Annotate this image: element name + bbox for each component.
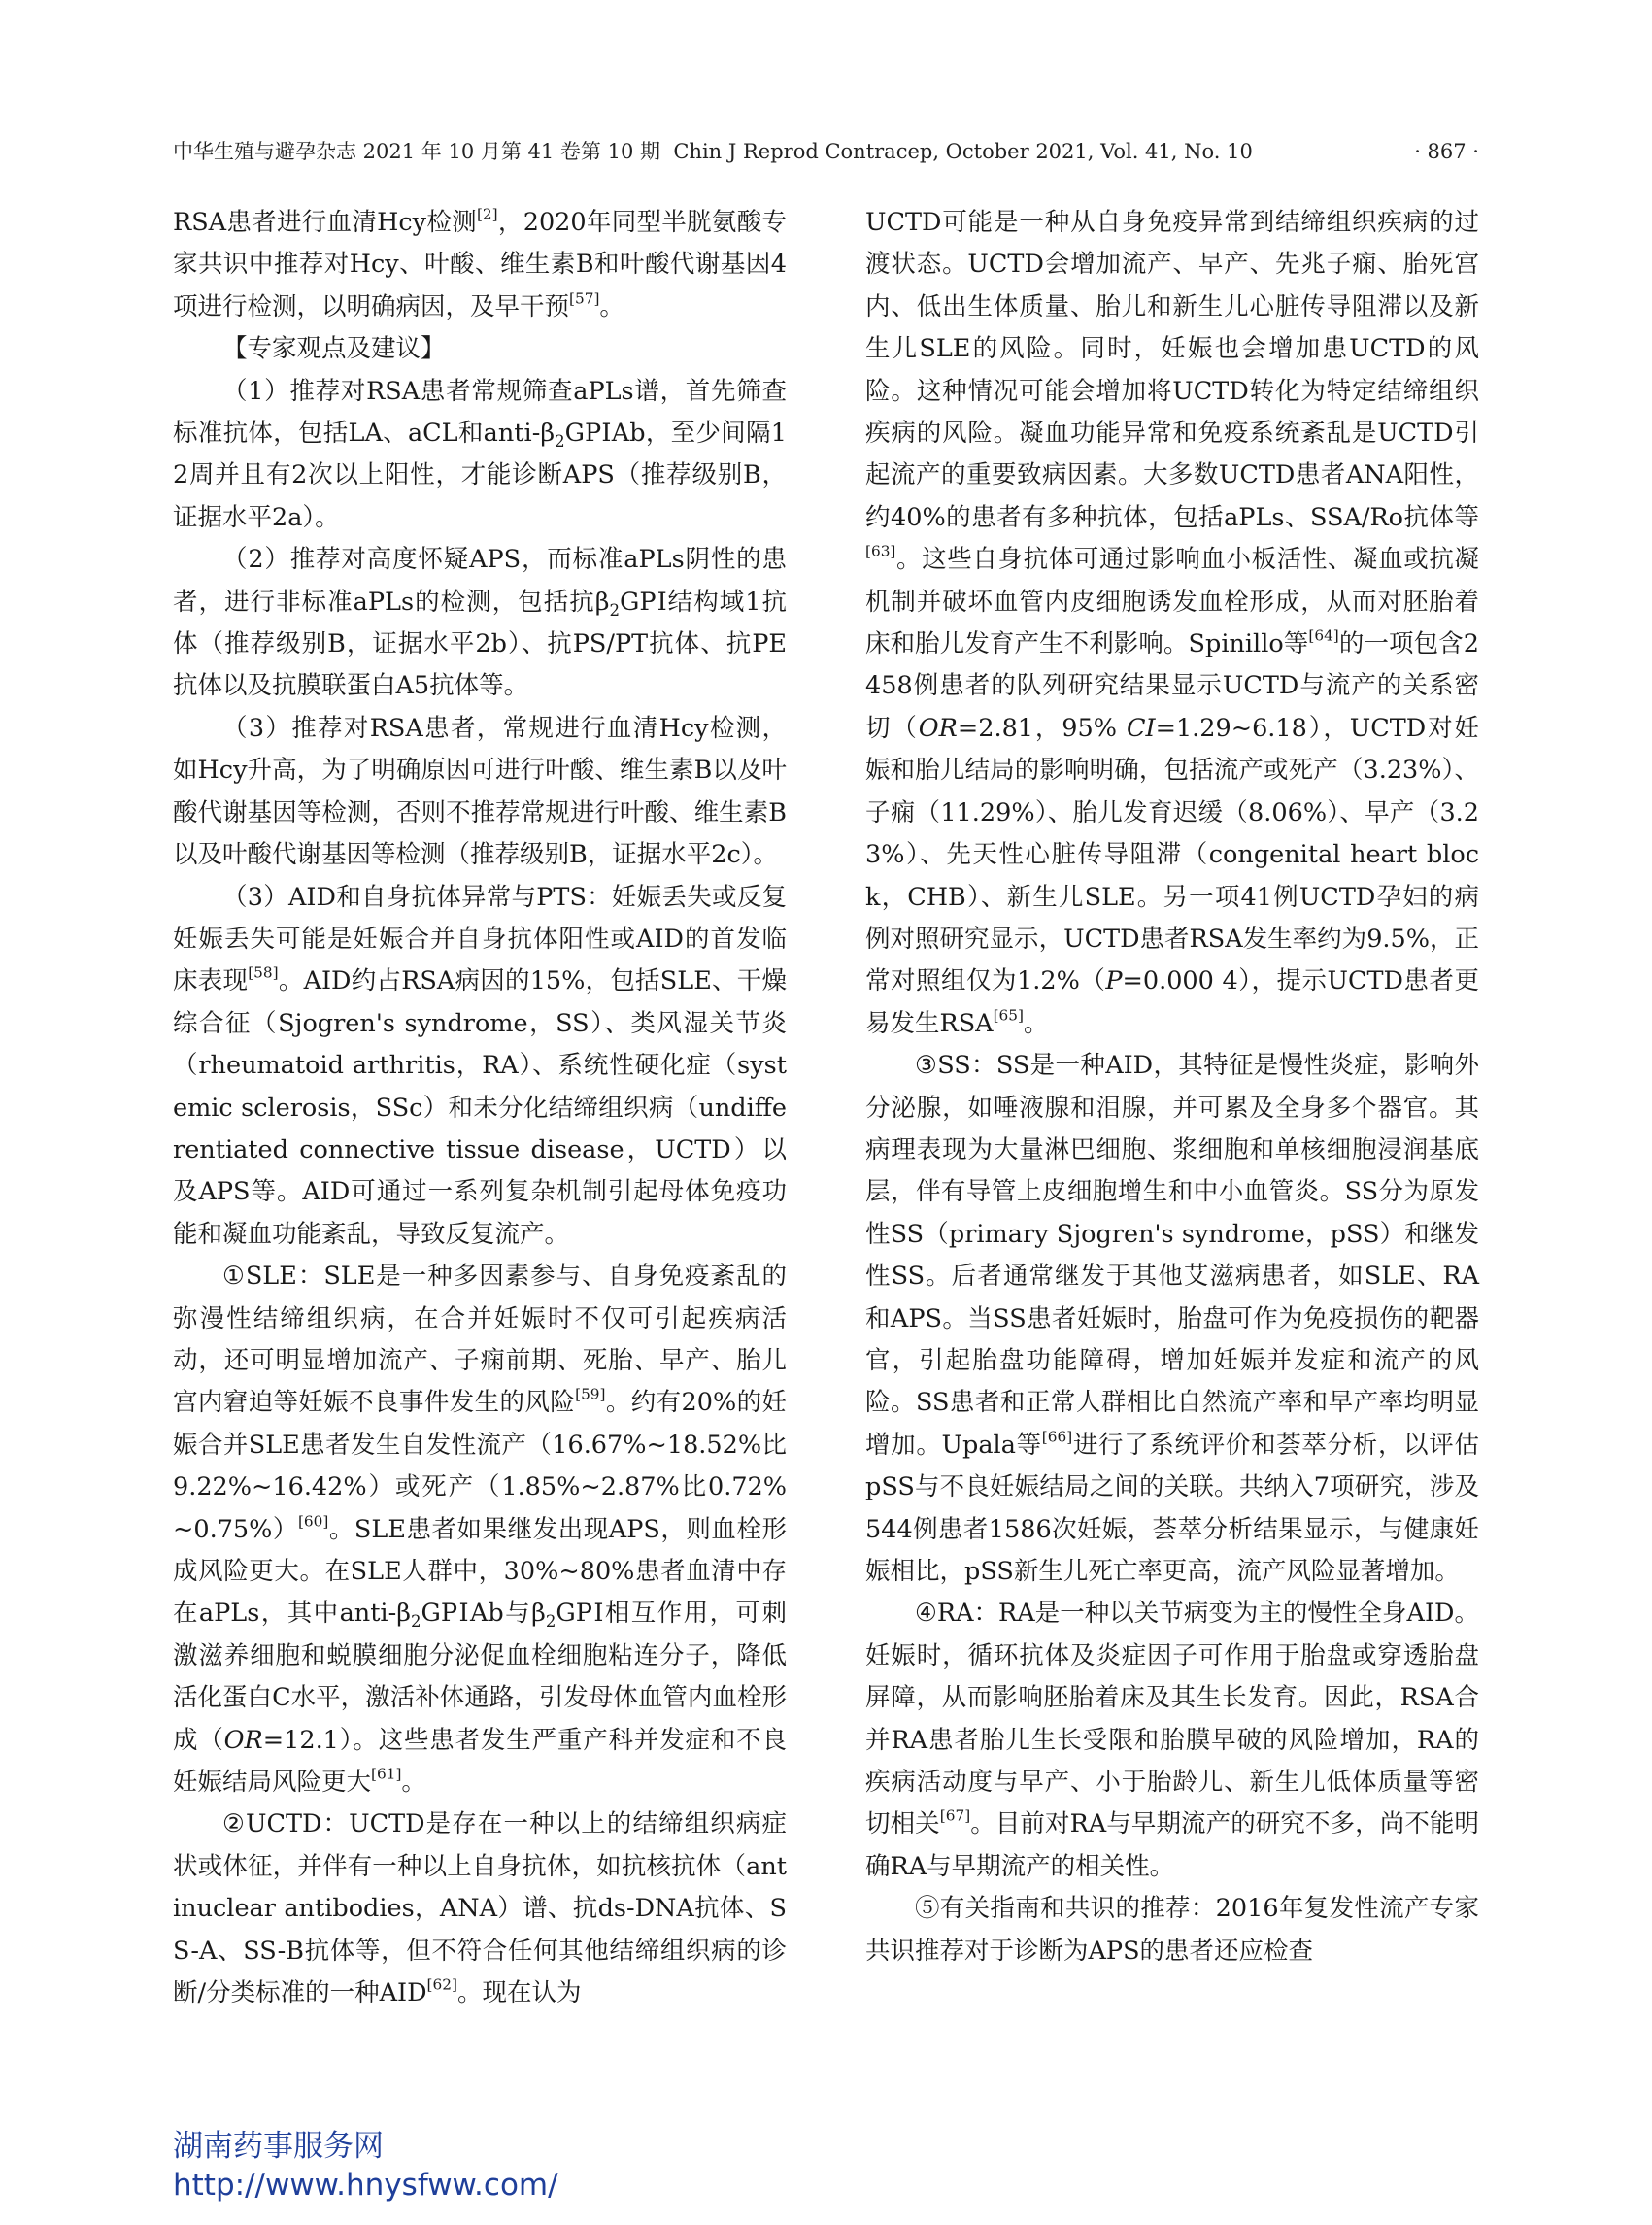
text-run: RSA患者进行血清Hcy检测 [173,208,477,237]
left-column [173,202,787,2014]
citation-ref: [65] [993,1006,1024,1025]
text-run: GPⅠAb与β [421,1599,546,1629]
citation-ref: [63] [865,542,896,560]
watermark-site-name: 湖南药事服务网 [173,2129,384,2164]
paragraph [173,1804,787,2014]
citation-ref: [64] [1308,626,1339,645]
paragraph [173,202,787,328]
text-run: 的一项包含2458例患者的队列研究结果显示UCTD与流产的关系密切（ [865,629,1479,743]
subscript: 2 [410,1612,421,1632]
citation-ref: [2] [476,205,498,223]
text-run: ⑤有关指南和共识的推荐：2016年复发性流产专家共识推荐对于诊断为APS的患者还应检查 [865,1894,1479,1966]
citation-ref: [66] [1041,1428,1073,1446]
journal-title-cn: 中华生殖与避孕杂志 2021 年 10 月第 41 卷第 10 期 [173,140,661,163]
stat-symbol: OR [918,713,958,743]
text-run: ③SS：SS是一种AID，其特征是慢性炎症，影响外分泌腺，如唾液腺和泪腺，并可累及全身多个器官。其病理表现为大量淋巴细胞、浆细胞和单核细胞浸润基底层，伴有导管上皮细胞增生和中小血管炎。SS分为原发性SS（primary Sjogren's syndrome，pSS）和继发性SS。后者通常继发于其他艾滋病患者，如SLE、RA和APS。当SS患者妊娠时，胎盘可作为免疫损伤的靶器官，引起胎盘功能障碍，增加妊娠并发症和流产的风险。SS患者和正常人群相比自然流产率和早产率均明显增加。Upala等 [865,1051,1479,1460]
paragraph [865,1593,1479,1888]
text-run: 。 [401,1768,426,1798]
text-run: 。AID约占RSA病因的15%，包括SLE、干燥综合征（Sjogren's syndrome，SS）、类风湿关节炎（rheumatoid arthritis，RA）、系统性硬化症（systemic sclerosis，SSc）和未分化结缔组织病（undifferentiated connective tissue disease，UCTD）以及APS等。AID可通过一系列复杂机制引起母体免疫功能和凝血功能紊乱，导致反复流产。 [173,966,787,1249]
citation-ref: [67] [939,1806,971,1825]
text-run: UCTD可能是一种从自身免疫异常到结缔组织疾病的过渡状态。UCTD会增加流产、早产、先兆子痫、胎死宫内、低出生体质量、胎儿和新生儿心脏传导阻滞以及新生儿SLE的风险。同时，妊娠也会增加患UCTD的风险。这种情况可能会增加将UCTD转化为特定结缔组织疾病的风险。凝血功能异常和免疫系统紊乱是UCTD引起流产的重要致病因素。大多数UCTD患者ANA阳性，约40%的患者有多种抗体，包括aPLs、SSA/Ro抗体等 [865,208,1479,532]
journal-citation [173,134,1253,169]
section-heading [173,328,787,370]
paragraph [173,877,787,1257]
text-run: =12.1）。这些患者发生严重产科并发症和不良妊娠结局风险更大 [173,1725,787,1798]
text-run: 。 [599,291,624,321]
watermark [173,2127,558,2205]
subscript: 2 [555,432,565,452]
text-run: 【专家观点及建议】 [222,334,446,364]
watermark-url[interactable]: http://www.hnysfww.com/ [173,2168,558,2203]
paragraph [865,202,1479,1045]
text-run: （1）推荐对RSA患者常规筛查aPLs谱，首先筛查标准抗体，包括LA、aCL和anti-β [173,376,787,449]
paragraph [865,1888,1479,1972]
text-run: ②UCTD：UCTD是存在一种以上的结缔组织病症状或体征，并伴有一种以上自身抗体，如抗核抗体（antinuclear antibodies，ANA）谱、抗ds-DNA抗体、SS-A、SS-B抗体等，但不符合任何其他结缔组织病的诊断/分类标准的一种AID [173,1809,787,2008]
text-run: ①SLE：SLE是一种多因素参与、自身免疫紊乱的弥漫性结缔组织病，在合并妊娠时不仅可引起疾病活动，还可明显增加流产、子痫前期、死胎、早产、胎儿宫内窘迫等妊娠不良事件发生的风险 [173,1262,787,1418]
paragraph [173,1256,787,1804]
text-run: 。SLE患者如果继发出现APS，则血栓形成风险更大。在SLE人群中，30%~80%患者血清中存在aPLs，其中anti-β [173,1514,788,1629]
text-run: ④RA：RA是一种以关节病变为主的慢性全身AID。妊娠时，循环抗体及炎症因子可作用于胎盘或穿透胎盘屏障，从而影响胚胎着床及其生长发育。因此，RSA合并RA患者胎儿生长受限和胎膜早破的风险增加，RA的疾病活动度与早产、小于胎龄儿、新生儿低体质量等密切相关 [865,1599,1479,1839]
citation-ref: [60] [297,1512,329,1531]
text-run: 。现在认为 [456,1978,582,2008]
text-run: （2）推荐对高度怀疑APS，而标准aPLs阴性的患者，进行非标准aPLs的检测，包括抗β [173,545,787,617]
text-run: （3）推荐对RSA患者，常规进行血清Hcy检测，如Hcy升高，为了明确原因可进行叶酸、维生素B以及叶酸代谢基因等检测，否则不推荐常规进行叶酸、维生素B以及叶酸代谢基因等检测（推荐级别B，证据水平2c）。 [173,713,787,870]
citation-ref: [61] [371,1765,402,1783]
text-run: GPⅠ结构域1抗体（推荐级别B，证据水平2b）、抗PS/PT抗体、抗PE抗体以及抗膜联蛋白A5抗体等。 [173,587,787,701]
stat-symbol: CI [1126,713,1156,743]
text-run: 。约有20%的妊娠合并SLE患者发生自发性流产（16.67%~18.52%比9.22%~16.42%）或死产（1.85%~2.87%比0.72%~0.75%） [173,1388,787,1544]
subscript: 2 [609,600,621,620]
text-run: =0.000 4），提示UCTD患者更易发生RSA [865,966,1479,1038]
citation-ref: [62] [426,1975,457,1994]
citation-ref: [58] [248,963,279,982]
stat-symbol: OR [223,1725,263,1755]
right-column [865,202,1479,1972]
paragraph [173,371,787,540]
stat-symbol: P [1105,966,1123,996]
text-run: 进行了系统评价和荟萃分析，以评估pSS与不良妊娠结局之间的关联。共纳入7项研究，涉及544例患者1586次妊娠，荟萃分析结果显示，与健康妊娠相比，pSS新生儿死亡率更高，流产风险显著增加。 [865,1430,1479,1586]
text-run: 。目前对RA与早期流产的研究不多，尚不能明确RA与早期流产的相关性。 [865,1809,1479,1881]
citation-ref: [57] [569,289,600,308]
page-number: · 867 · [1414,140,1479,163]
paragraph [173,539,787,708]
text-run: 。这些自身抗体可通过影响血小板活性、凝血或抗凝机制并破坏血管内皮细胞诱发血栓形成，从而对胚胎着床和胎儿发育产生不利影响。Spinillo等 [865,545,1479,659]
citation-ref: [59] [575,1385,606,1403]
text-run: GPⅠAb，至少间隔12周并且有2次以上阳性，才能诊断APS（推荐级别B，证据水平2a）。 [173,419,787,532]
text-run: GPⅠ相互作用，可刺激滋养细胞和蜕膜细胞分泌促血栓细胞粘连分子，降低活化蛋白C水平，激活补体通路，引发母体血管内血栓形成（ [173,1599,787,1755]
text-run: =2.81，95% [957,713,1117,743]
running-header [173,134,1479,169]
paragraph [173,708,787,877]
journal-title-en: Chin J Reprod Contracep, October 2021, Vol. 41, No. 10 [673,140,1253,163]
paragraph [865,1045,1479,1593]
text-run: 。 [1024,1008,1049,1038]
text-run: ，2020年同型半胱氨酸专家共识中推荐对Hcy、叶酸、维生素B和叶酸代谢基因4项进行检测，以明确病因，及早干预 [173,208,787,321]
subscript: 2 [545,1612,556,1632]
text-run: =1.29~6.18），UCTD对妊娠和胎儿结局的影响明确，包括流产或死产（3.23%）、子痫（11.29%）、胎儿发育迟缓（8.06%）、早产（3.23%）、先天性心脏传导阻滞（congenital heart block，CHB）、新生儿SLE。另一项41例UCTD孕妇的病例对照研究显示，UCTD患者RSA发生率约为9.5%，正常对照组仅为1.2%（ [865,713,1479,996]
text-run: （3）AID和自身抗体异常与PTS：妊娠丢失或反复妊娠丢失可能是妊娠合并自身抗体阳性或AID的首发临床表现 [173,882,787,996]
